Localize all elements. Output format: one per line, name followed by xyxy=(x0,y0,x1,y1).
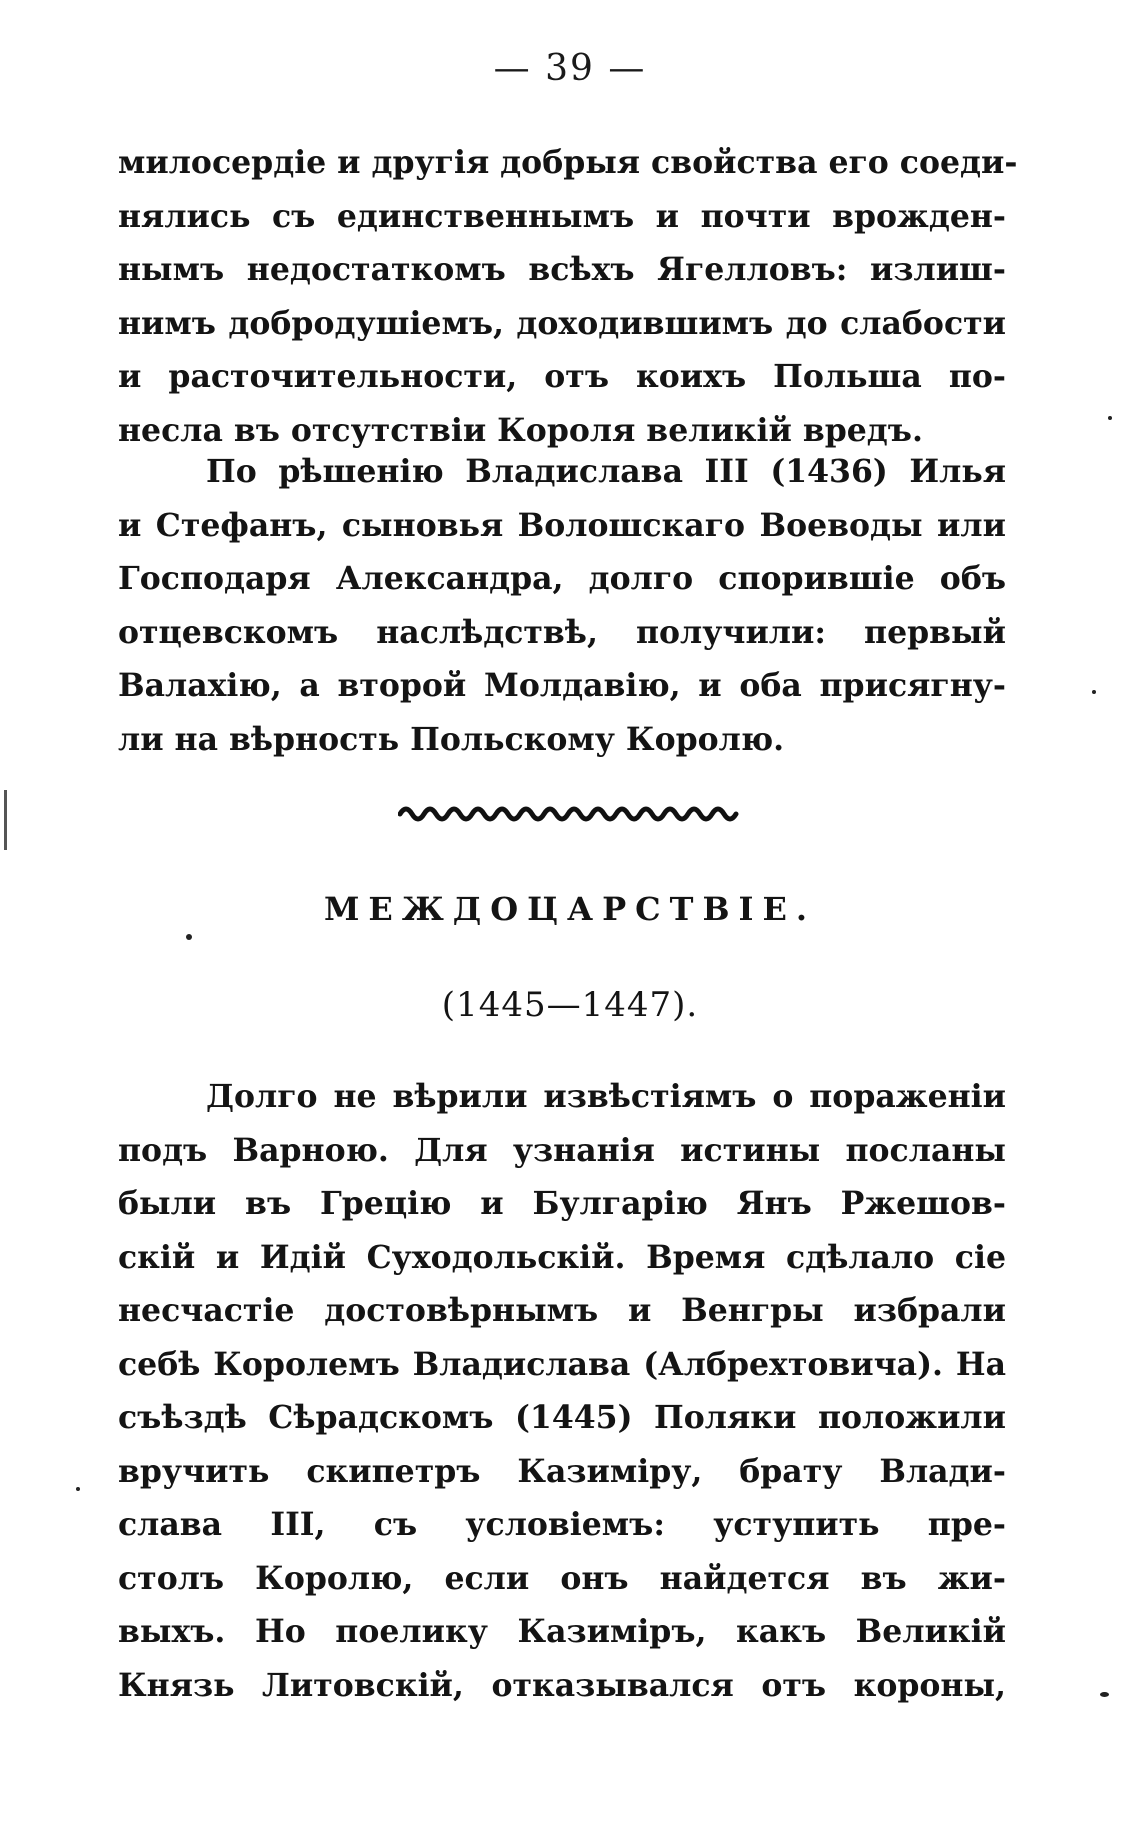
scan-speck xyxy=(1092,690,1096,694)
text-line: несла въ отсутствіи Короля великій вредъ. xyxy=(118,411,923,449)
text-line: себѣ Королемъ Владислава (Албрехтовича). На xyxy=(118,1345,1006,1383)
text-line: столъ Королю, если онъ найдется въ жи- xyxy=(118,1559,1006,1597)
text-line: вручить скипетръ Казиміру, брату Влади- xyxy=(118,1452,1006,1490)
text-line: ли на вѣрность Польскому Королю. xyxy=(118,720,785,758)
paragraph-3 xyxy=(118,1070,1006,1712)
text-line: нялись съ единственнымъ и почти врожден- xyxy=(118,197,1006,235)
scan-speck xyxy=(1100,1692,1109,1697)
text-line: По рѣшенію Владислава III (1436) Илья xyxy=(206,453,1006,490)
text-line: нымъ недостаткомъ всѣхъ Ягелловъ: излиш- xyxy=(118,251,1006,288)
text-line: выхъ. Но поелику Казиміръ, какъ Великій xyxy=(118,1613,1006,1650)
page-number: — 39 — xyxy=(493,48,647,89)
text-line: и Стефанъ, сыновья Волошскаго Воеводы или xyxy=(118,506,1006,544)
paragraph-1 xyxy=(118,136,1018,457)
section-title: МЕЖДОЦАРСТВІЕ. xyxy=(324,890,816,928)
scan-speck xyxy=(1108,416,1112,420)
text-line: нимъ добродушіемъ, доходившимъ до слабости xyxy=(118,304,1006,342)
text-line: скій и Идій Суходольскій. Время сдѣлало сіе xyxy=(118,1238,1006,1276)
text-line: Князь Литовскій, отказывался отъ короны, xyxy=(118,1666,1006,1704)
scan-speck xyxy=(186,934,192,940)
section-divider-ornament xyxy=(398,800,744,822)
scan-speck xyxy=(76,1487,80,1491)
text-line: съѣздѣ Сѣрадскомъ (1445) Поляки положили xyxy=(118,1399,1006,1436)
scan-edge-mark xyxy=(4,790,7,850)
paragraph-2 xyxy=(118,445,1006,766)
text-line: Долго не вѣрили извѣстіямъ о пораженіи xyxy=(206,1078,1006,1115)
text-line: и расточительности, отъ коихъ Польша по- xyxy=(118,358,1006,395)
text-line: подъ Варною. Для узнанія истины посланы xyxy=(118,1131,1006,1169)
text-line: милосердіе и другія добрыя свойства его соеди- xyxy=(118,144,1018,181)
text-line: отцевскомъ наслѣдствѣ, получили: первый xyxy=(118,613,1006,651)
text-line: Господаря Александра, долго спорившіе объ xyxy=(118,560,1006,597)
text-line: Валахію, а второй Молдавію, и оба присягну- xyxy=(118,667,1006,704)
text-line: слава III, съ условіемъ: уступить пре- xyxy=(118,1506,1006,1543)
text-line: несчастіе достовѣрнымъ и Венгры избрали xyxy=(118,1292,1006,1329)
text-line: были въ Грецію и Булгарію Янъ Ржешов- xyxy=(118,1185,1006,1222)
section-dates: (1445—1447). xyxy=(441,985,699,1025)
